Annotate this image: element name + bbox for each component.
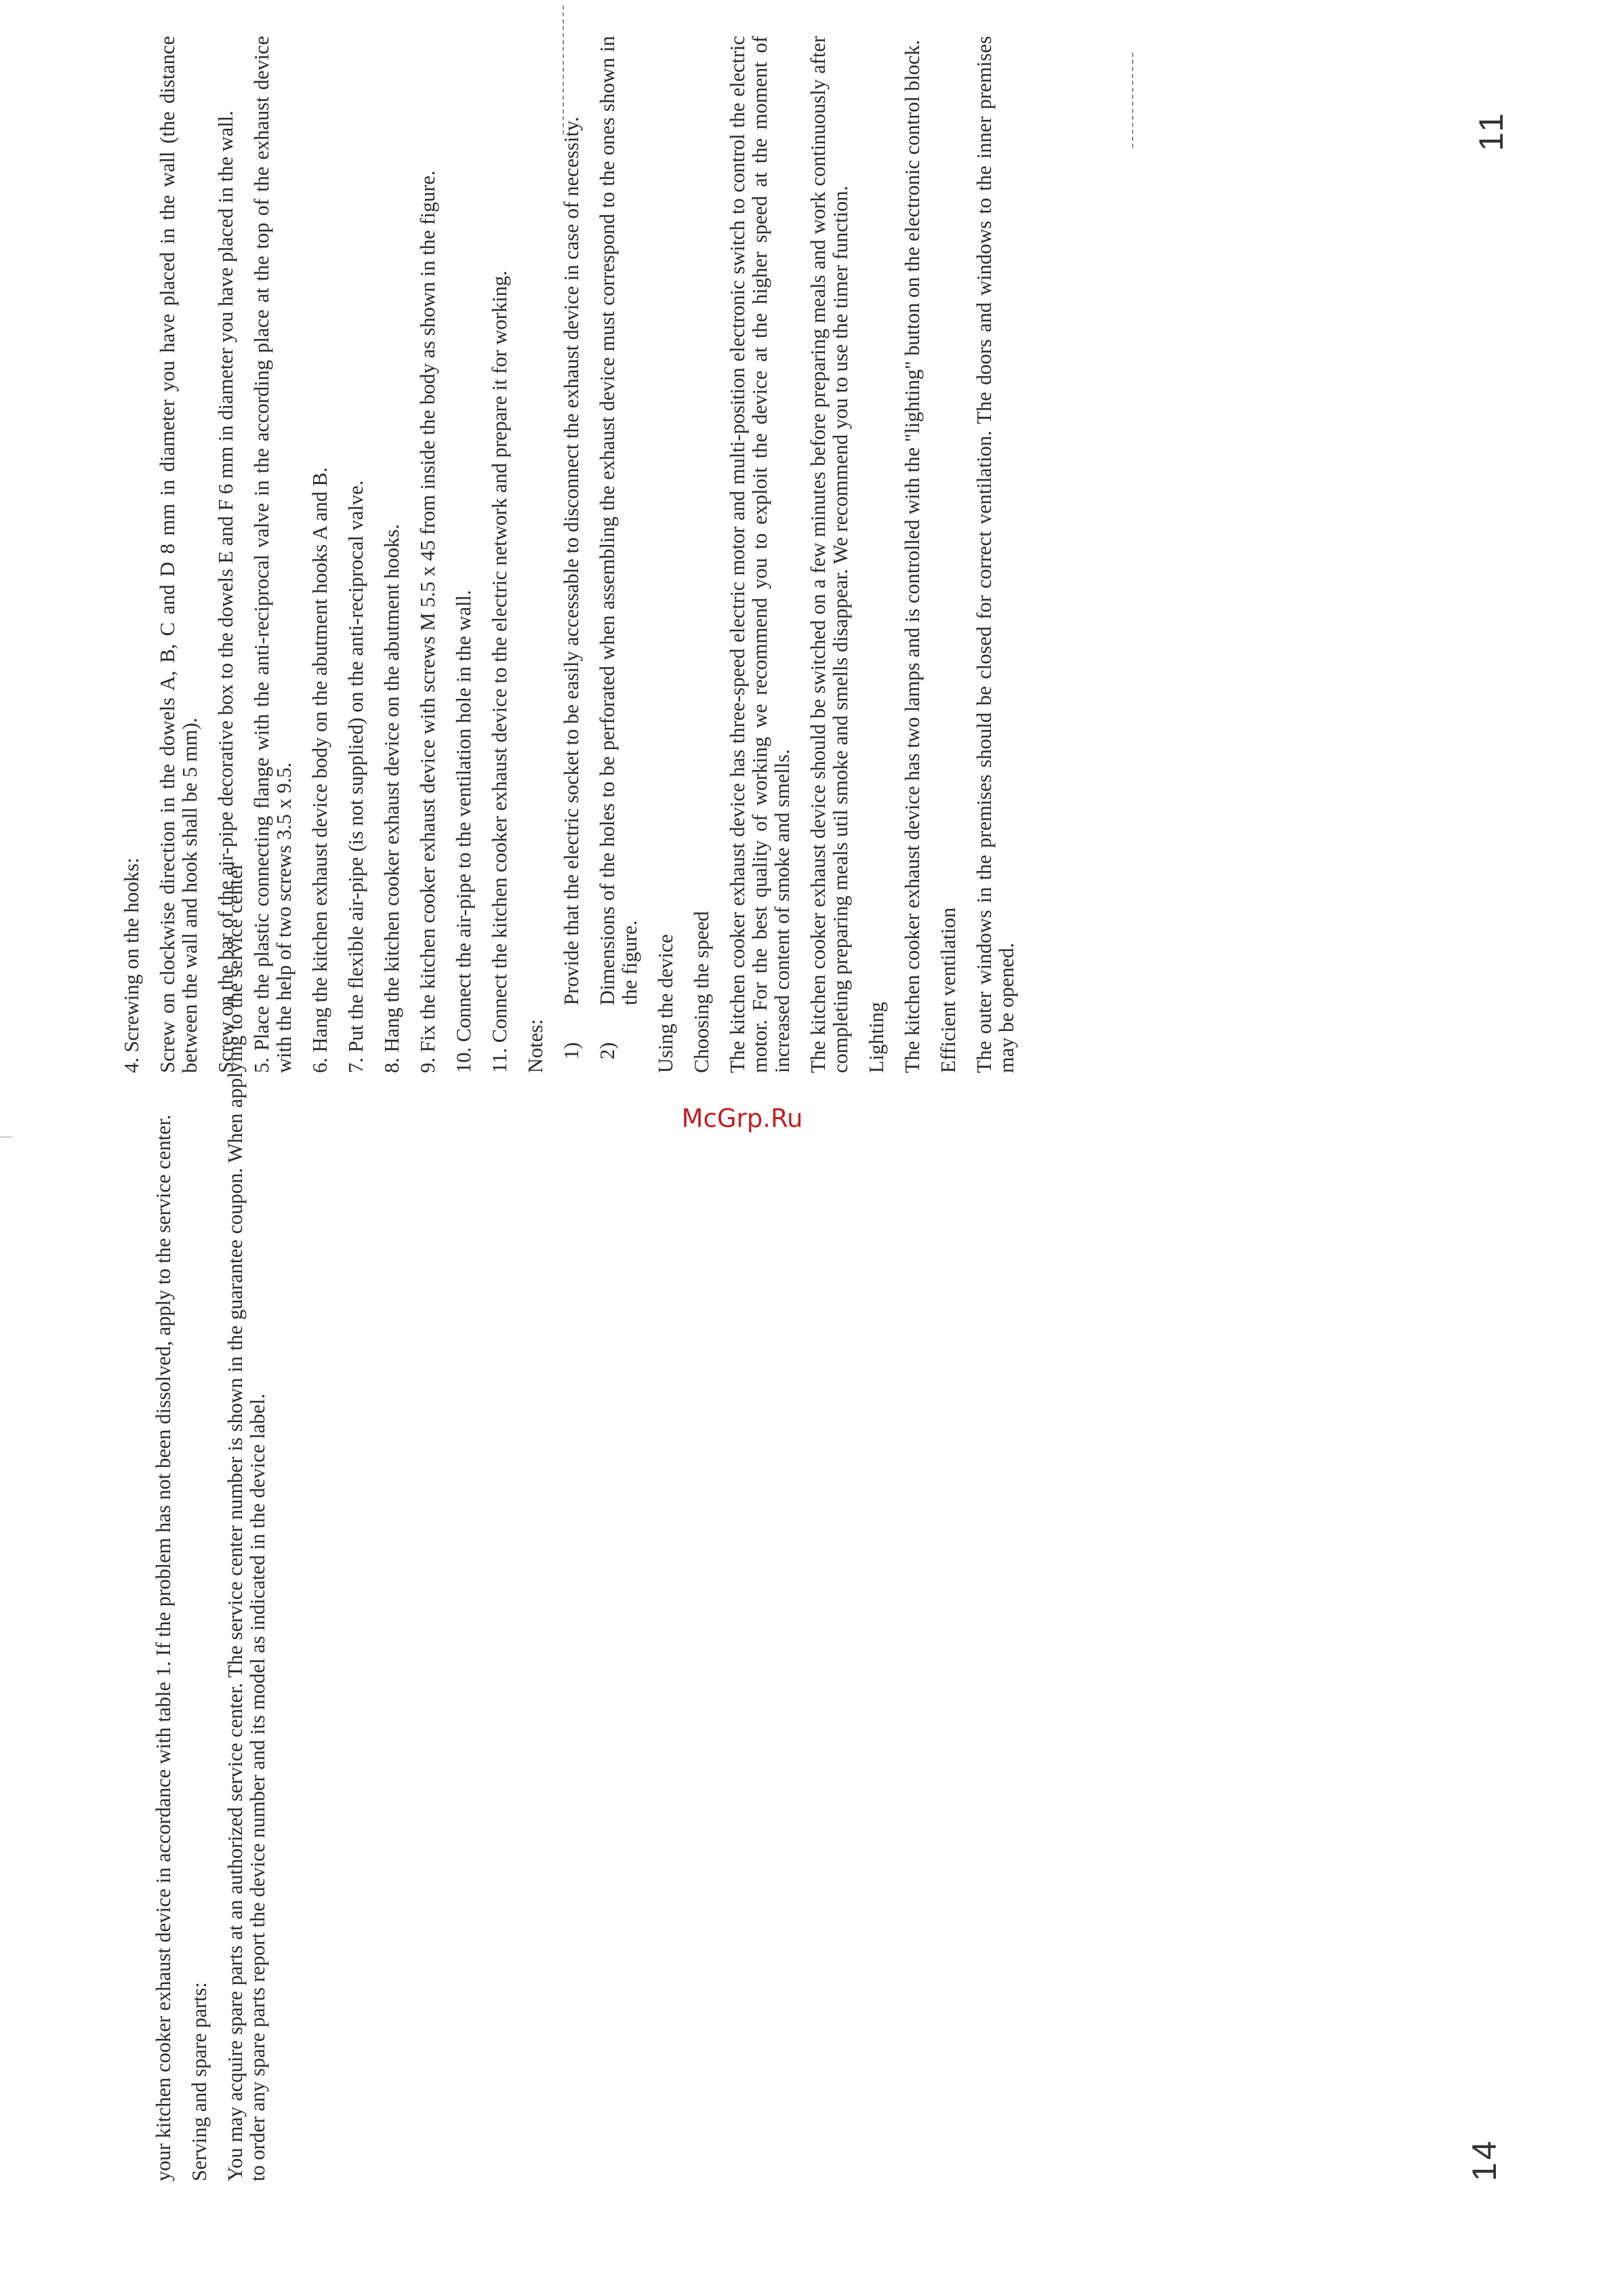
note-number: 1) [560, 1042, 583, 1059]
instruction-paragraph: Screw on clockwise direction in the dowels A, B, C and D 8 mm in diameter you have placed in the wall (the distance between the wall and hook shall be 5 mm). [156, 36, 201, 1073]
instruction-step: 8. Hang the kitchen cooker exhaust device on the abutment hooks. [380, 524, 403, 1073]
left-paragraph: your kitchen cooker exhaust device in accordance with table 1. If the problem has not been dissolved, apply to the service center. [152, 1114, 175, 2181]
note-item [596, 36, 641, 1073]
body-paragraph: The kitchen cooker exhaust device has two lamps and is controlled with the "lighting" button on the electronic control block. [901, 39, 924, 1073]
right-page-column [121, 36, 1032, 1073]
note-text: Dimensions of the holes to be perforated when assembling the exhaust device must correspond to the ones shown in the figure. [596, 36, 641, 1005]
subheading-lighting: Lighting [865, 1001, 888, 1073]
instruction-step: 6. Hang the kitchen exhaust device body on the abutment hooks A and B. [308, 467, 331, 1073]
scan-dash-line [1132, 53, 1133, 148]
body-paragraph: The kitchen cooker exhaust device has three-speed electric motor and multi-position electronic switch to control the electric motor. For the best quality of working we recommend you to exploit the device at the higher speed at the moment of increased content of smoke and smells. [726, 36, 794, 1073]
watermark: McGrp.Ru [681, 1104, 803, 1133]
subheading-ventilation: Efficient ventilation [937, 907, 960, 1073]
notes-heading: Notes: [524, 1019, 547, 1073]
note-number: 2) [596, 1042, 619, 1059]
subheading-speed: Choosing the speed [690, 911, 713, 1073]
instruction-step: 5. Place the plastic connecting flange with the anti-reciprocal valve in the according place at the top of the exhaust device with the help of two screws 3.5 x 9.5. [250, 36, 296, 1073]
instruction-step: 9. Fix the kitchen cooker exhaust device with screws M 5.5 x 45 from inside the body as shown in the figure. [416, 170, 439, 1073]
section-heading-using: Using the device [654, 934, 677, 1073]
instruction-paragraph: Screw on the bar of the air-pipe decorative box to the dowels E and F 6 mm in diameter you have placed in the wall. [214, 110, 237, 1073]
body-paragraph: The kitchen cooker exhaust device should be switched on a few minutes before preparing meals and work continuously after completing preparing meals util smoke and smells disappear. We recommend you to use the timer function. [807, 36, 852, 1073]
instruction-step: 10. Connect the air-pipe to the ventilation hole in the wall. [452, 590, 475, 1073]
section-heading-screwing: 4. Screwing on the hooks: [120, 857, 143, 1073]
left-heading-serving: Serving and spare parts: [188, 1982, 211, 2181]
page-number-left: 14 [1465, 2138, 1503, 2181]
body-paragraph: The outer windows in the premises should be closed for correct ventilation. The doors and windows to the inner premises may be opened. [973, 36, 1018, 1073]
instruction-step: 11. Connect the kitchen cooker exhaust device to the electric network and prepare it for working. [488, 270, 511, 1073]
note-item [561, 36, 583, 1073]
page-number-right: 11 [1472, 110, 1510, 151]
left-paragraph: You may acquire spare parts at an authorized service center. The service center number is shown in the guarantee coupon. When applying to the service center to order any spare parts report the device number and its model as indicated in the device label. [224, 863, 269, 2181]
note-text: Provide that the electric socket to be easily accessable to disconnect the exhaust device in case of necessity. [560, 117, 583, 1005]
instruction-step: 7. Put the flexible air-pipe (is not supplied) on the anti-reciprocal valve. [344, 480, 367, 1073]
